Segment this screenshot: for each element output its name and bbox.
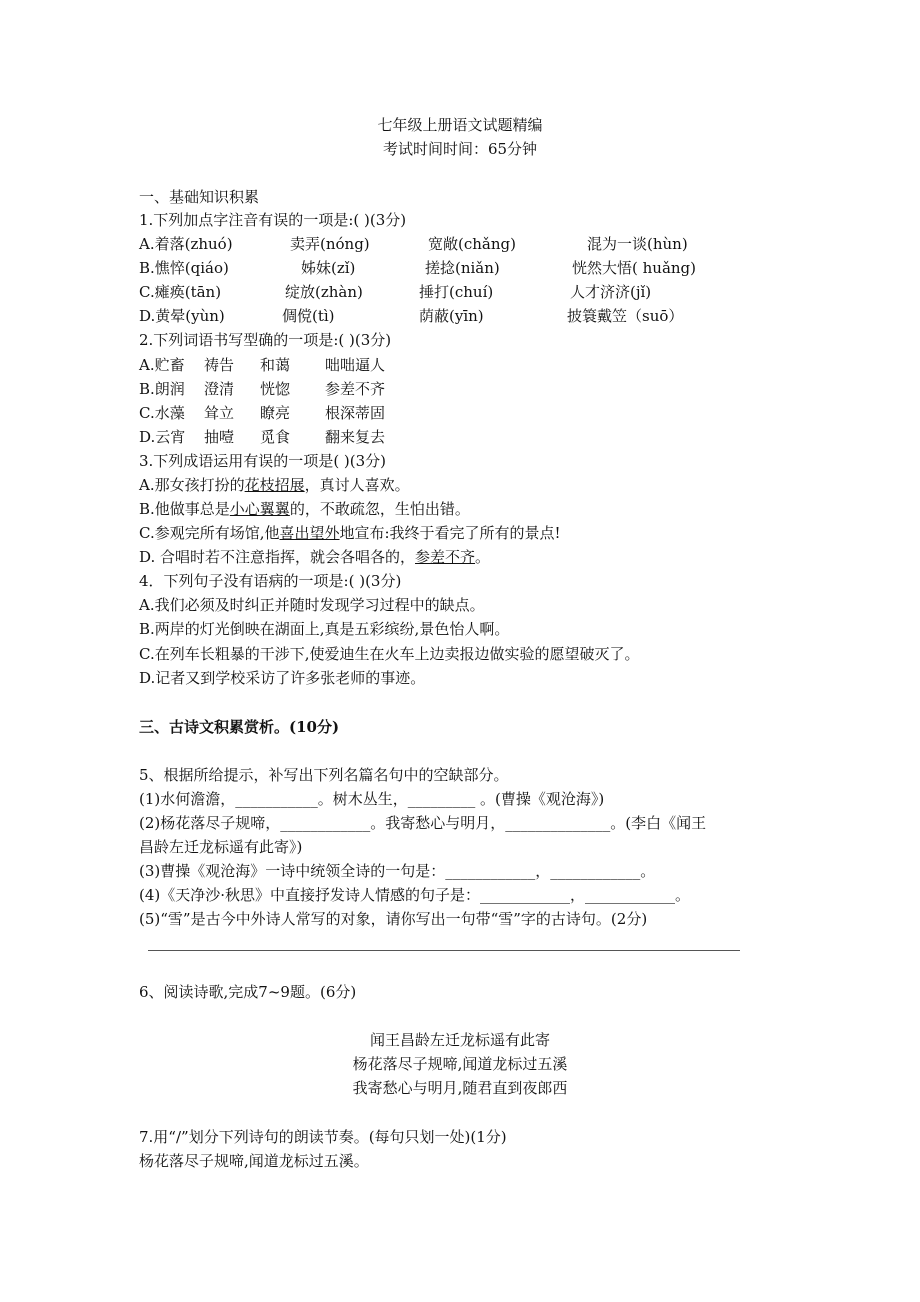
q2-b-1: B.朗润 (139, 380, 185, 398)
q4-option-d: D.记者又到学校采访了许多张老师的事迹。 (139, 669, 426, 687)
q5-line-5: (5)“雪”是古今中外诗人常写的对象，请你写出一句带“雪”字的古诗句。(2分) (139, 910, 648, 928)
section-3-heading: 三、古诗文积累赏析。(10分) (139, 718, 340, 736)
q1-b-2: 姊妹(zǐ) (301, 259, 356, 277)
q1-d-2: 倜傥(tì) (282, 307, 335, 325)
page-title: 七年级上册语文试题精编 (377, 116, 543, 134)
q2-a-3: 和蔼 (260, 356, 291, 374)
q1-c-4: 人才济济(jǐ) (570, 283, 652, 301)
section-1-heading: 一、基础知识积累 (139, 188, 260, 206)
answer-line (148, 950, 740, 951)
q1-b-4: 恍然大悟( huǎng) (572, 259, 696, 277)
q3-b-idiom: 小心翼翼 (229, 500, 290, 518)
q1-a-2: 卖弄(nóng) (290, 235, 370, 253)
q1-d-4: 披簑戴笠（suō） (567, 307, 684, 325)
q2-a-4: 咄咄逼人 (325, 356, 386, 374)
q1-stem: 1.下列加点字注音有误的一项是:( )(3分) (139, 211, 407, 229)
q1-c-1: C.瘫痪(tān) (139, 283, 222, 301)
q1-d-1: D.黄晕(yùn) (139, 307, 225, 325)
q3-d-post: 。 (475, 548, 491, 566)
q5-line-4: (4)《天净沙·秋思》中直接抒发诗人情感的句子是：____________，____________。 (139, 886, 691, 904)
q2-c-2: 耸立 (204, 404, 235, 422)
q2-d-4: 翻来复去 (325, 428, 386, 446)
q1-a-3: 宽敞(chǎng) (428, 235, 516, 253)
q2-d-1: D.云宵 (139, 428, 186, 446)
q4-stem: 4．下列句子没有语病的一项是:( )(3分) (139, 572, 402, 590)
q4-option-c: C.在列车长粗暴的干涉下,使爱迪生在火车上边卖报边做实验的愿望破灭了。 (139, 645, 640, 663)
q2-d-2: 抽噎 (204, 428, 235, 446)
exam-duration: 考试时间时间：65分钟 (382, 140, 538, 158)
q2-b-2: 澄清 (204, 380, 235, 398)
q3-c-idiom: 喜出望外 (279, 524, 340, 542)
q2-b-3: 恍惚 (260, 380, 291, 398)
poem-line-1: 杨花落尽子规啼,闻道龙标过五溪 (352, 1055, 568, 1073)
q3-d-idiom: 参差不齐 (415, 548, 476, 566)
q3-option-a (139, 475, 410, 495)
q3-option-b (139, 499, 470, 519)
q3-c-post: 地宣布:我终于看完了所有的景点! (339, 524, 561, 542)
q3-a-post: ，真讨人喜欢。 (304, 476, 410, 494)
q7-stem: 7.用“/”划分下列诗句的朗读节奏。(每句只划一处)(1分) (139, 1128, 507, 1146)
q5-line-2: (2)杨花落尽子规啼，____________。我寄愁心与明月，______________。(李白《闻王 (139, 814, 707, 832)
q3-b-pre: B.他做事总是 (139, 500, 230, 518)
q1-b-3: 搓捻(niǎn) (425, 259, 500, 277)
q3-c-pre: C.参观完所有场馆,他 (139, 524, 280, 542)
q5-stem: 5、根据所给提示，补写出下列名篇名句中的空缺部分。 (139, 766, 509, 784)
q2-stem: 2.下列词语书写型确的一项是:( )(3分) (139, 331, 392, 349)
poem-title: 闻王昌龄左迁龙标遥有此寄 (369, 1031, 550, 1049)
q3-b-post: 的，不敢疏忽，生怕出错。 (289, 500, 470, 518)
q3-option-d (139, 547, 490, 567)
q3-a-idiom: 花枝招展 (244, 476, 305, 494)
q5-line-3: (3)曹操《观沧海》一诗中统领全诗的一句是：____________，____________。 (139, 862, 656, 880)
q1-c-2: 绽放(zhàn) (285, 283, 363, 301)
q1-a-4: 混为一谈(hùn) (587, 235, 688, 253)
q6-stem: 6、阅读诗歌,完成7~9题。(6分) (139, 983, 357, 1001)
q2-c-4: 根深蒂固 (325, 404, 386, 422)
q5-line-1: (1)水何澹澹，___________。树木丛生，_________ 。(曹操《观沧海》) (139, 790, 605, 808)
q3-stem: 3.下列成语运用有误的一项是( )(3分) (139, 452, 387, 470)
q3-d-pre: D. 合唱时若不注意指挥，就会各唱各的， (139, 548, 416, 566)
q1-b-1: B.憔悴(qiáo) (139, 259, 229, 277)
q2-d-3: 觅食 (260, 428, 291, 446)
q4-option-a: A.我们必须及时纠正并随时发现学习过程中的缺点。 (139, 596, 485, 614)
q1-a-1: A.着落(zhuó) (139, 235, 233, 253)
q7-line: 杨花落尽子规啼,闻道龙标过五溪。 (139, 1152, 369, 1170)
q1-d-3: 荫蔽(yīn) (419, 307, 484, 325)
q2-a-1: A.贮畜 (139, 356, 185, 374)
poem-line-2: 我寄愁心与明月,随君直到夜郎西 (352, 1079, 568, 1097)
q4-option-b: B.两岸的灯光倒映在湖面上,真是五彩缤纷,景色怡人啊。 (139, 620, 510, 638)
q2-a-2: 祷告 (204, 356, 235, 374)
q2-b-4: 参差不齐 (325, 380, 386, 398)
q1-c-3: 捶打(chuí) (419, 283, 494, 301)
q2-c-3: 瞭亮 (260, 404, 291, 422)
q3-a-pre: A.那女孩打扮的 (139, 476, 245, 494)
q3-option-c (139, 523, 561, 543)
q5-line-2-cont: 昌龄左迁龙标遥有此寄》) (139, 838, 303, 856)
q2-c-1: C.水藻 (139, 404, 185, 422)
